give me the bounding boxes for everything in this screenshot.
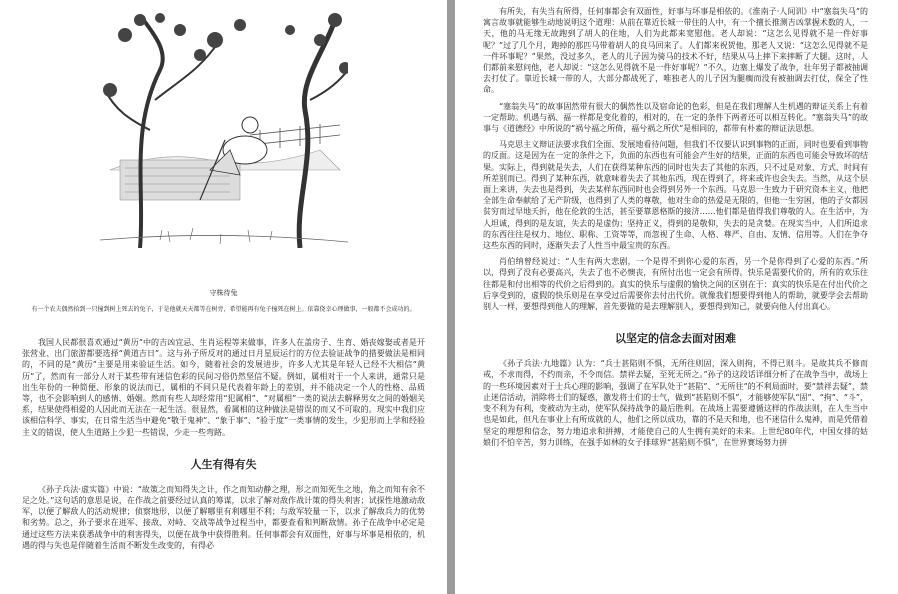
body-paragraph: 肖伯纳曾经说过：“人生有两大悲剧，一个是得不到你心爱的东西，另一个是你得到了心爱的东西。”所以，得到了没有必要高兴，失去了也不必懊丧，有所付出也一定会有所得。快乐是需要代价的，所有的欢乐往往都是和付出相等的代价之后得到的。真实的快乐与虚假的愉快之间的区别在于：真实的快乐是在付出代价之后享受到的，虚假的快乐则是在享受过后需要你去付出代价。就像我们想要得到他人的帮助，就要学会去帮助别人一样，要想得到他人的理解，首先要做的是去理解别人，要想得到知己，就要向他人付出真心。 — [483, 257, 868, 312]
illustration-caption-text: 有一个农夫偶然拾到一只撞到树上死去的兔子，于是他就天天都等在树旁，希望能再有兔子撞死在树上。依靠侥幸心理做事，一般都不会成功的。 — [31, 306, 416, 313]
section-heading: 以坚定的信念去面对困难 — [615, 332, 736, 346]
body-paragraph: 我国人民都很喜欢通过“黄历”中的吉凶宜忌、生肖运程等来做事，许多人在盖房子、生育、婚丧嫁娶或者是开张营业、出门旅游都要选择“黄道吉日”。这与孙子所反对的通过日月星辰运行的方位去验证战争的措要做法是相同的，不同的是“黄历”主要是用来验证生活。如今，随着社会的发展进步，许多人尤其是年轻人已经不大相信“黄历”了，然而有一部分人对于某些带有迷信色彩的民间习俗仍然坚信不疑。例如，属相对于一个人来讲，通常只是出生年份的一种简便、形象的说法而已，属相的不同只是代表着年龄上的差别，并不能决定一个人的性格、品质等，也不会影响到人的感情、婚姻。然而有些人却经常用“犯属相”、“对属相”一类的说法去解释男女之间的婚姻关系，结果使得相爱的人因此而无法在一起生活。很显然，看属相的这种做法是错误的而又不可取的。现实中我们应该相信科学、事实，在日常生活当中避免“敬于鬼神”、“象于事”、“验于度”一类事情的发生，少犯形而上学和经验主义的错误，使人生道路上少犯一些错误，少走一些弯路。 — [22, 338, 425, 437]
body-paragraph: 《孙子兵法·九地篇》认为：“兵士甚陷则不惧，无所往则固，深入则拘，不得已则斗。是故其兵不修而戒，不求而得，不约而亲，不令而信。禁祥去疑，至死无所之。”孙子的这段话详细分析了在战争当中，战场上的一些环境因素对于士兵心理的影响，强调了在军队处于“甚陷”、“无所往”的不利局面时，要“禁祥去疑”，禁止迷信活动，消除将士们的疑惑，激发将士们的士气，做到“甚陷则不惧”，才能够使军队“固”、“拘”、“斗”，变不利为有利，变被动为主动，使军队保持战争的最后胜利。在战场上需要遵循这样的作战法则，在人生当中也是如此，但凡在事业上有所成就的人，他们之所以成功，靠的不是天和地，也不迷信什么鬼神，而是凭借着坚定的理想和信念，努力地追求和拼搏，才能使自己的人生拥有美好的未来。上世纪80年代，中国女排的姑娘们不怕辛苦，努力训练，在强手如林的女子排球界“甚陷则不惧”，在世界赛场努力拼 — [483, 359, 868, 447]
body-paragraph: 有所失，有失当有所得，任何事都会有双面性，好事与坏事是相依的。《淮南子·人间训》中“塞翁失马”的寓言故事就能够生动地说明这个道理：从前在靠近长城一带住的人中，有一个擅长推测吉凶掌握术数的人，一天，他的马无缘无故跑到了胡人的住地，人们为此都来宽慰他。老人却说：“这怎么见得就不是一件好事呢？”过了几个月，跑掉的那匹马带着胡人的良马回来了。人们都来祝贺他，那老人又说：“这怎么见得就不是一件坏事呢？”果然，没过多久，老人的儿子因为骑马的技术不好，结果从马上摔下来摔断了大腿。这时，人们都前来慰问他，老人却说：“这怎么见得就不是一件好事呢？”不久，边塞上爆发了战争，壮年男子都被抽调去打仗了。靠近长城一带的人，大部分都战死了，唯独老人的儿子因为腿瘸而没有被抽调去打仗，保全了性命。 — [483, 7, 868, 95]
left-page — [0, 0, 447, 594]
illustration-image — [100, 10, 348, 248]
page-gutter — [447, 0, 455, 594]
illustration-caption-title: 守株待兔 — [209, 289, 238, 297]
section-heading: 人生有得有失 — [190, 457, 257, 471]
right-page — [455, 0, 898, 594]
body-paragraph: “塞翁失马”的故事固然带有很大的偶然性以及宿命论的色彩，但是在我们理解人生机遇的辩证关系上有着一定帮助。机遇与祸、福一样都是变化着的，相对的，在一定的条件下两者还可以相互转化。“塞翁失马”的故事与《道德经》中所说的“祸兮福之所倚，福兮祸之所伏”是相同的，都带有朴素的辩证法思想。 — [483, 101, 868, 134]
illustration-drawing — [100, 10, 348, 248]
body-paragraph: 马克思主义辩证法要求我们全面、发展地看待问题，但我们不仅要认识到事物的正面，同时也要看到事物的反面。这是因为在一定的条件之下，负面的东西也有可能会产生好的结果，正面的东西也可能会导致坏的结果。实际上，得到就是失去，人们在获得某种东西的同时也失去了其他的东西，只不过是对象、方式、时间有所差别而已。得到了某种东西，就意味着失去了其他东西，现在得到了，将来或许也会失去。当然，从这个层面上来讲，失去也是得到，失去某样东西同时也会得到另外一个东西。马克思一生致力于研究资本主义，他把全部生命奉献给了无产阶级，也得到了人类的尊敬，他对生命的热爱是无限的，但他一生穷困，他的子女都因贫穷而过早地夭折，他在伦敦的生活，甚至要靠恩格斯的接济……他们都是值得我们尊敬的人。在生活中，为人坦诚，得到的是友谊，失去的是虚伪；坚持正义，得到的是敬仰，失去的是贪婪。在现实当中，人们所追求的东西往往是权力、地位、职称、工资等等，而忽视了生命、人格、尊严、自由、友情、信用等。人们在争夺这些东西的同时，逐渐失去了人性当中最宝贵的东西。 — [483, 140, 868, 251]
body-paragraph: 《孙子兵法·虚实篇》中说：“故策之而知得失之计，作之而知动静之理，形之而知死生之地，角之而知有余不足之处。”这句话的意思是说，在作战之前要经过认真的筹谋，以求了解对敌作战计策的得失利害；试探性地激动敌军，以便了解敌人的活动规律；侦察地形，以便了解哪里有利哪里不利；与敌军较量一下，以求了解敌兵力的优势和劣势。总之，孙子要求在进军、接敌、对峙、交战等战争过程当中，都要查看和判断敌情。孙子在战争中必定是通过这些方法来获悉战争中的利害得失，以便在战争中获得胜利。任何事都会有双面性，好事与坏事是相依的，机遇的得与失也是伴随着生活而不断发生改变的，有得必 — [22, 484, 425, 550]
